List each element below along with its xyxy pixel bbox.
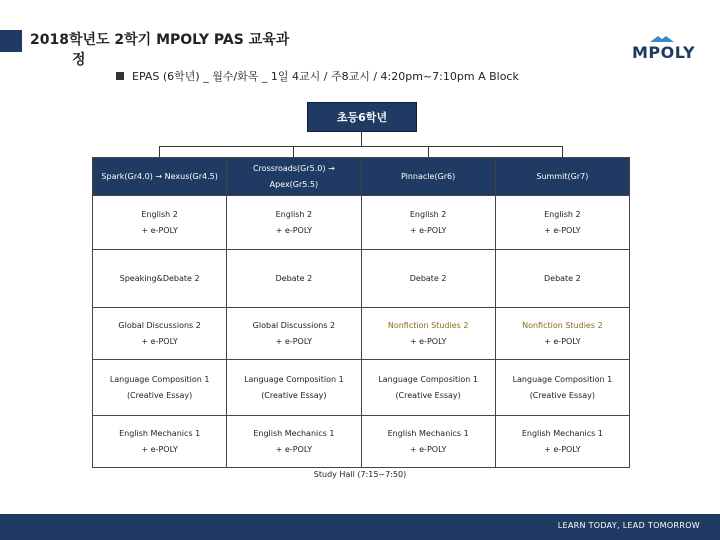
table-cell: Language Composition 1 (Creative Essay) [361,360,495,416]
table-cell: English 2 + e-POLY [93,196,227,250]
table-row [93,196,630,250]
grade-root-box [307,102,417,132]
table-row [93,416,630,468]
level-header-row [93,158,630,196]
table-cell: Global Discussions 2 + e-POLY [93,308,227,360]
footer-bar [0,514,720,540]
page-title-line1: 2018학년도 2학기 MPOLY PAS 교육과 [30,32,290,48]
footer-slogan: LEARN TODAY, LEAD TOMORROW [557,521,700,530]
table-cell: English 2 + e-POLY [227,196,361,250]
table-cell: Language Composition 1 (Creative Essay) [227,360,361,416]
connector-drop-4 [562,146,563,157]
table-row [93,250,630,308]
page-title [30,30,300,70]
table-cell: English 2 + e-POLY [361,196,495,250]
connector-drop-2 [293,146,294,157]
table-cell: Language Composition 1 (Creative Essay) [495,360,629,416]
table-cell: Speaking&Debate 2 [93,250,227,308]
connector-drop-1 [159,146,160,157]
table-cell-highlight: Nonfiction Studies 2 + e-POLY [361,308,495,360]
page-title-line2: 정 [72,52,86,68]
table-row [93,308,630,360]
level-header-spark: Spark(Gr4.0) → Nexus(Gr4.5) [93,158,227,196]
curriculum-table [92,157,630,468]
study-hall-note: Study Hall (7:15~7:50) [313,470,407,479]
table-cell: Debate 2 [227,250,361,308]
level-header-pinnacle: Pinnacle(Gr6) [361,158,495,196]
mpoly-logo [632,36,698,62]
table-cell: English Mechanics 1 + e-POLY [93,416,227,468]
level-header-summit: Summit(Gr7) [495,158,629,196]
table-cell: Debate 2 [495,250,629,308]
connector-drop-3 [428,146,429,157]
table-cell: English 2 + e-POLY [495,196,629,250]
table-cell: English Mechanics 1 + e-POLY [361,416,495,468]
corner-accent-block [0,30,22,52]
schedule-subtitle [116,70,519,84]
logo-text: MPOLY [632,43,696,62]
bullet-square-icon [116,72,124,80]
table-cell: English Mechanics 1 + e-POLY [227,416,361,468]
table-cell: Global Discussions 2 + e-POLY [227,308,361,360]
logo-mark-icon [650,36,674,42]
table-cell-highlight: Nonfiction Studies 2 + e-POLY [495,308,629,360]
table-cell: Debate 2 [361,250,495,308]
grade-root-label: 초등6학년 [336,111,388,124]
connector-vertical-root [361,132,362,146]
table-cell: Language Composition 1 (Creative Essay) [93,360,227,416]
level-header-crossroads: Crossroads(Gr5.0) → Apex(Gr5.5) [227,158,361,196]
table-row [93,360,630,416]
schedule-subtitle-text: EPAS (6학년) _ 월수/화목 _ 1일 4교시 / 주8교시 / 4:20pm~7:10pm A Block [132,70,519,83]
connector-horizontal [159,146,563,147]
table-cell: English Mechanics 1 + e-POLY [495,416,629,468]
